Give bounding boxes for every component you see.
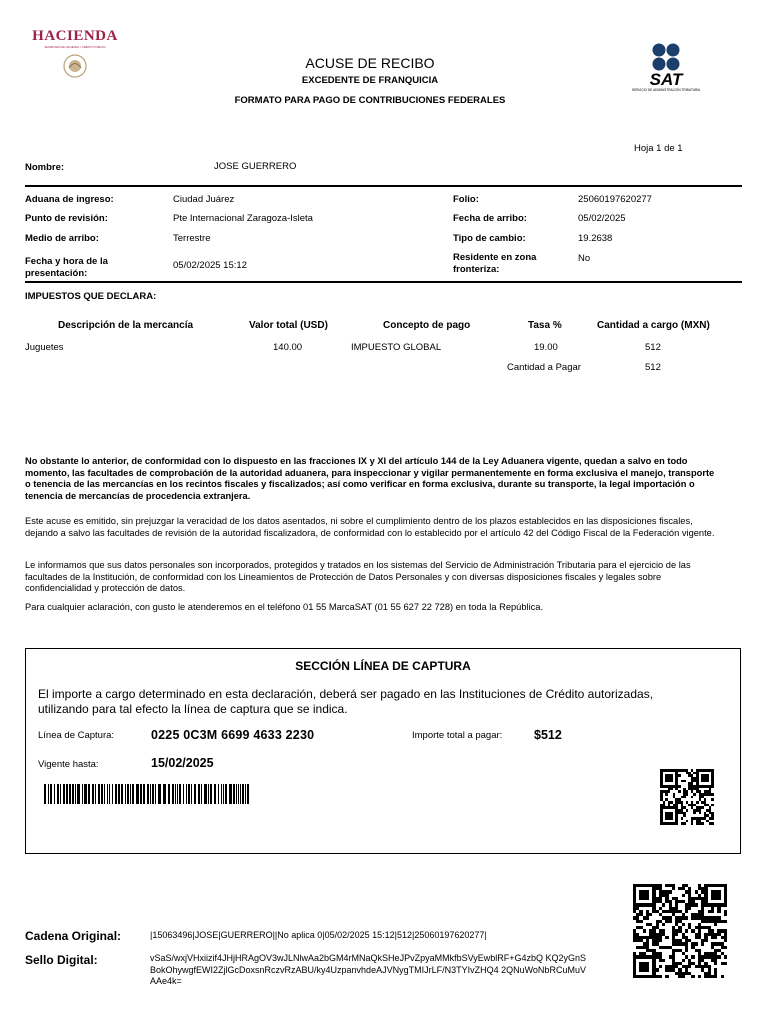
sat-tagline: SERVICIO DE ADMINISTRACIÓN TRIBUTARIA (631, 88, 701, 92)
sello-digital-label: Sello Digital: (25, 953, 98, 967)
aduana-value: Ciudad Juárez (173, 194, 235, 205)
captura-title: SECCIÓN LÍNEA DE CAPTURA (295, 659, 471, 673)
residente-value: No (578, 253, 591, 264)
medio-value: Terrestre (173, 233, 211, 244)
legal-paragraph-2: Este acuse es emitido, sin prejuzgar la veracidad de los datos asentados, ni sobre el cumplimiento dentro de los plazos establecidos en las disposiciones fiscales, dejando a salvo las facultades de revisión de la autoridad fiscalizadora, de conformidad con lo establecido por el artículo 42 del Código Fiscal de la Federación vigente. (25, 516, 715, 538)
tipo-cambio-value: 19.2638 (578, 233, 613, 244)
tipo-cambio-label: Tipo de cambio: (453, 233, 526, 244)
captura-qr-icon (660, 769, 714, 825)
row-descripcion: Juguetes (25, 342, 64, 353)
document-subtitle-2: FORMATO PARA PAGO DE CONTRIBUCIONES FEDERALES (234, 95, 506, 106)
folio-label: Folio: (453, 194, 479, 205)
col-valor: Valor total (USD) (249, 320, 328, 331)
sello-digital-value: vSaS/wxjVHxiizif4JHjHRAgOV3wJLNlwAa2bGM4rMNaQkSHeJPvZpyaMMkfbSVyEwblRF+G4zbQ KQ2yGnSBokOhywgfEWI2ZjlGcDoxsnRczvRzABU/ky4UzpanvhdeAJVNygTMIJrLF/N3TYIvZHQ4 2QNuWoNbRCuMuVAAe4k= (150, 953, 587, 986)
importe-label: Importe total a pagar: (412, 730, 503, 741)
aduana-label: Aduana de ingreso: (25, 194, 114, 205)
footer-qr-icon (633, 884, 727, 978)
legal-paragraph-3: Le informamos que sus datos personales son incorporados, protegidos y tratados en los sistemas del Servicio de Administración Tributaria para el ejercicio de las facultades de la Institución, de conformidad con los Lineamientos de Protección de Datos Personales y con diversas disposiciones fiscales y legales sobre confidencialidad y protección de datos. (25, 560, 691, 594)
hacienda-tagline: SECRETARÍA DE HACIENDA Y CRÉDITO PÚBLICO (44, 46, 106, 49)
punto-value: Pte Internacional Zaragoza-Isleta (173, 213, 313, 224)
residente-label: Residente en zona fronteriza: (453, 252, 537, 275)
divider-middle (25, 281, 742, 283)
coat-of-arms-icon (62, 53, 88, 79)
legal-paragraph-4: Para cualquier aclaración, con gusto le atenderemos en el teléfono 01 55 MarcaSAT (01 55 627 22 728) en toda la República. (25, 602, 544, 612)
hacienda-logo (25, 28, 125, 88)
legal-paragraph-1: No obstante lo anterior, de conformidad con lo dispuesto en las fracciones IX y XI del artículo 144 de la Ley Aduanera vigente, quedan a salvo en todo momento, las facultades de comprobación de la autoridad aduanera, para inspeccionar y vigilar permanentemente en forma exclusiva el manejo, transporte o tenencia de las mercancías en los recintos fiscales y fiscalizados; así como verificar en forma exclusiva, durante su transporte, la legal importación o tenencia de mercancías de procedencia extranjera. (25, 456, 715, 501)
fecha-presentacion-label: Fecha y hora de la presentación: (25, 256, 108, 279)
col-descripcion: Descripción de la mercancía (58, 320, 194, 331)
captura-section (25, 648, 741, 854)
page-number: Hoja 1 de 1 (634, 143, 683, 154)
importe-value: $512 (534, 728, 562, 742)
nombre-value: JOSE GUERRERO (214, 161, 297, 172)
document-title: ACUSE DE RECIBO (305, 55, 435, 71)
hacienda-wordmark: HACIENDA (32, 28, 118, 44)
fecha-presentacion-value: 05/02/2025 15:12 (173, 260, 247, 271)
divider-top (25, 185, 742, 187)
cadena-original-value: |15063496|JOSE|GUERRERO||No aplica 0|05/02/2025 15:12|512|25060197620277| (150, 930, 487, 940)
punto-label: Punto de revisión: (25, 213, 108, 224)
col-concepto: Concepto de pago (383, 320, 471, 331)
vigente-value: 15/02/2025 (151, 756, 214, 770)
impuestos-heading: IMPUESTOS QUE DECLARA: (25, 291, 157, 302)
row-concepto: IMPUESTO GLOBAL (351, 342, 442, 353)
cadena-original-label: Cadena Original: (25, 929, 122, 943)
sat-logo (616, 42, 716, 94)
sat-wordmark: SAT (649, 70, 683, 89)
row-tasa: 19.00 (534, 342, 558, 353)
fecha-arribo-value: 05/02/2025 (578, 213, 626, 224)
folio-value: 25060197620277 (578, 194, 652, 205)
row-cantidad: 512 (645, 342, 661, 353)
linea-captura-label: Línea de Captura: (38, 730, 115, 741)
medio-label: Medio de arribo: (25, 233, 99, 244)
document-subtitle-1: EXCEDENTE DE FRANQUICIA (301, 75, 439, 86)
total-label: Cantidad a Pagar (507, 362, 581, 373)
sat-dots-icon (651, 42, 681, 72)
captura-intro: El importe a cargo determinado en esta declaración, deberá ser pagado en las Instituciones de Crédito autorizadas, utilizando para tal efecto la línea de captura que se indica. (38, 687, 654, 716)
row-valor: 140.00 (273, 342, 303, 353)
vigente-label: Vigente hasta: (38, 759, 99, 770)
linea-captura-value: 0225 0C3M 6699 4633 2230 (151, 728, 315, 742)
col-cantidad: Cantidad a cargo (MXN) (597, 320, 710, 331)
col-tasa: Tasa % (528, 320, 562, 331)
fecha-arribo-label: Fecha de arribo: (453, 213, 527, 224)
nombre-label: Nombre: (25, 162, 65, 173)
total-value: 512 (645, 362, 661, 373)
barcode-icon (44, 784, 250, 804)
